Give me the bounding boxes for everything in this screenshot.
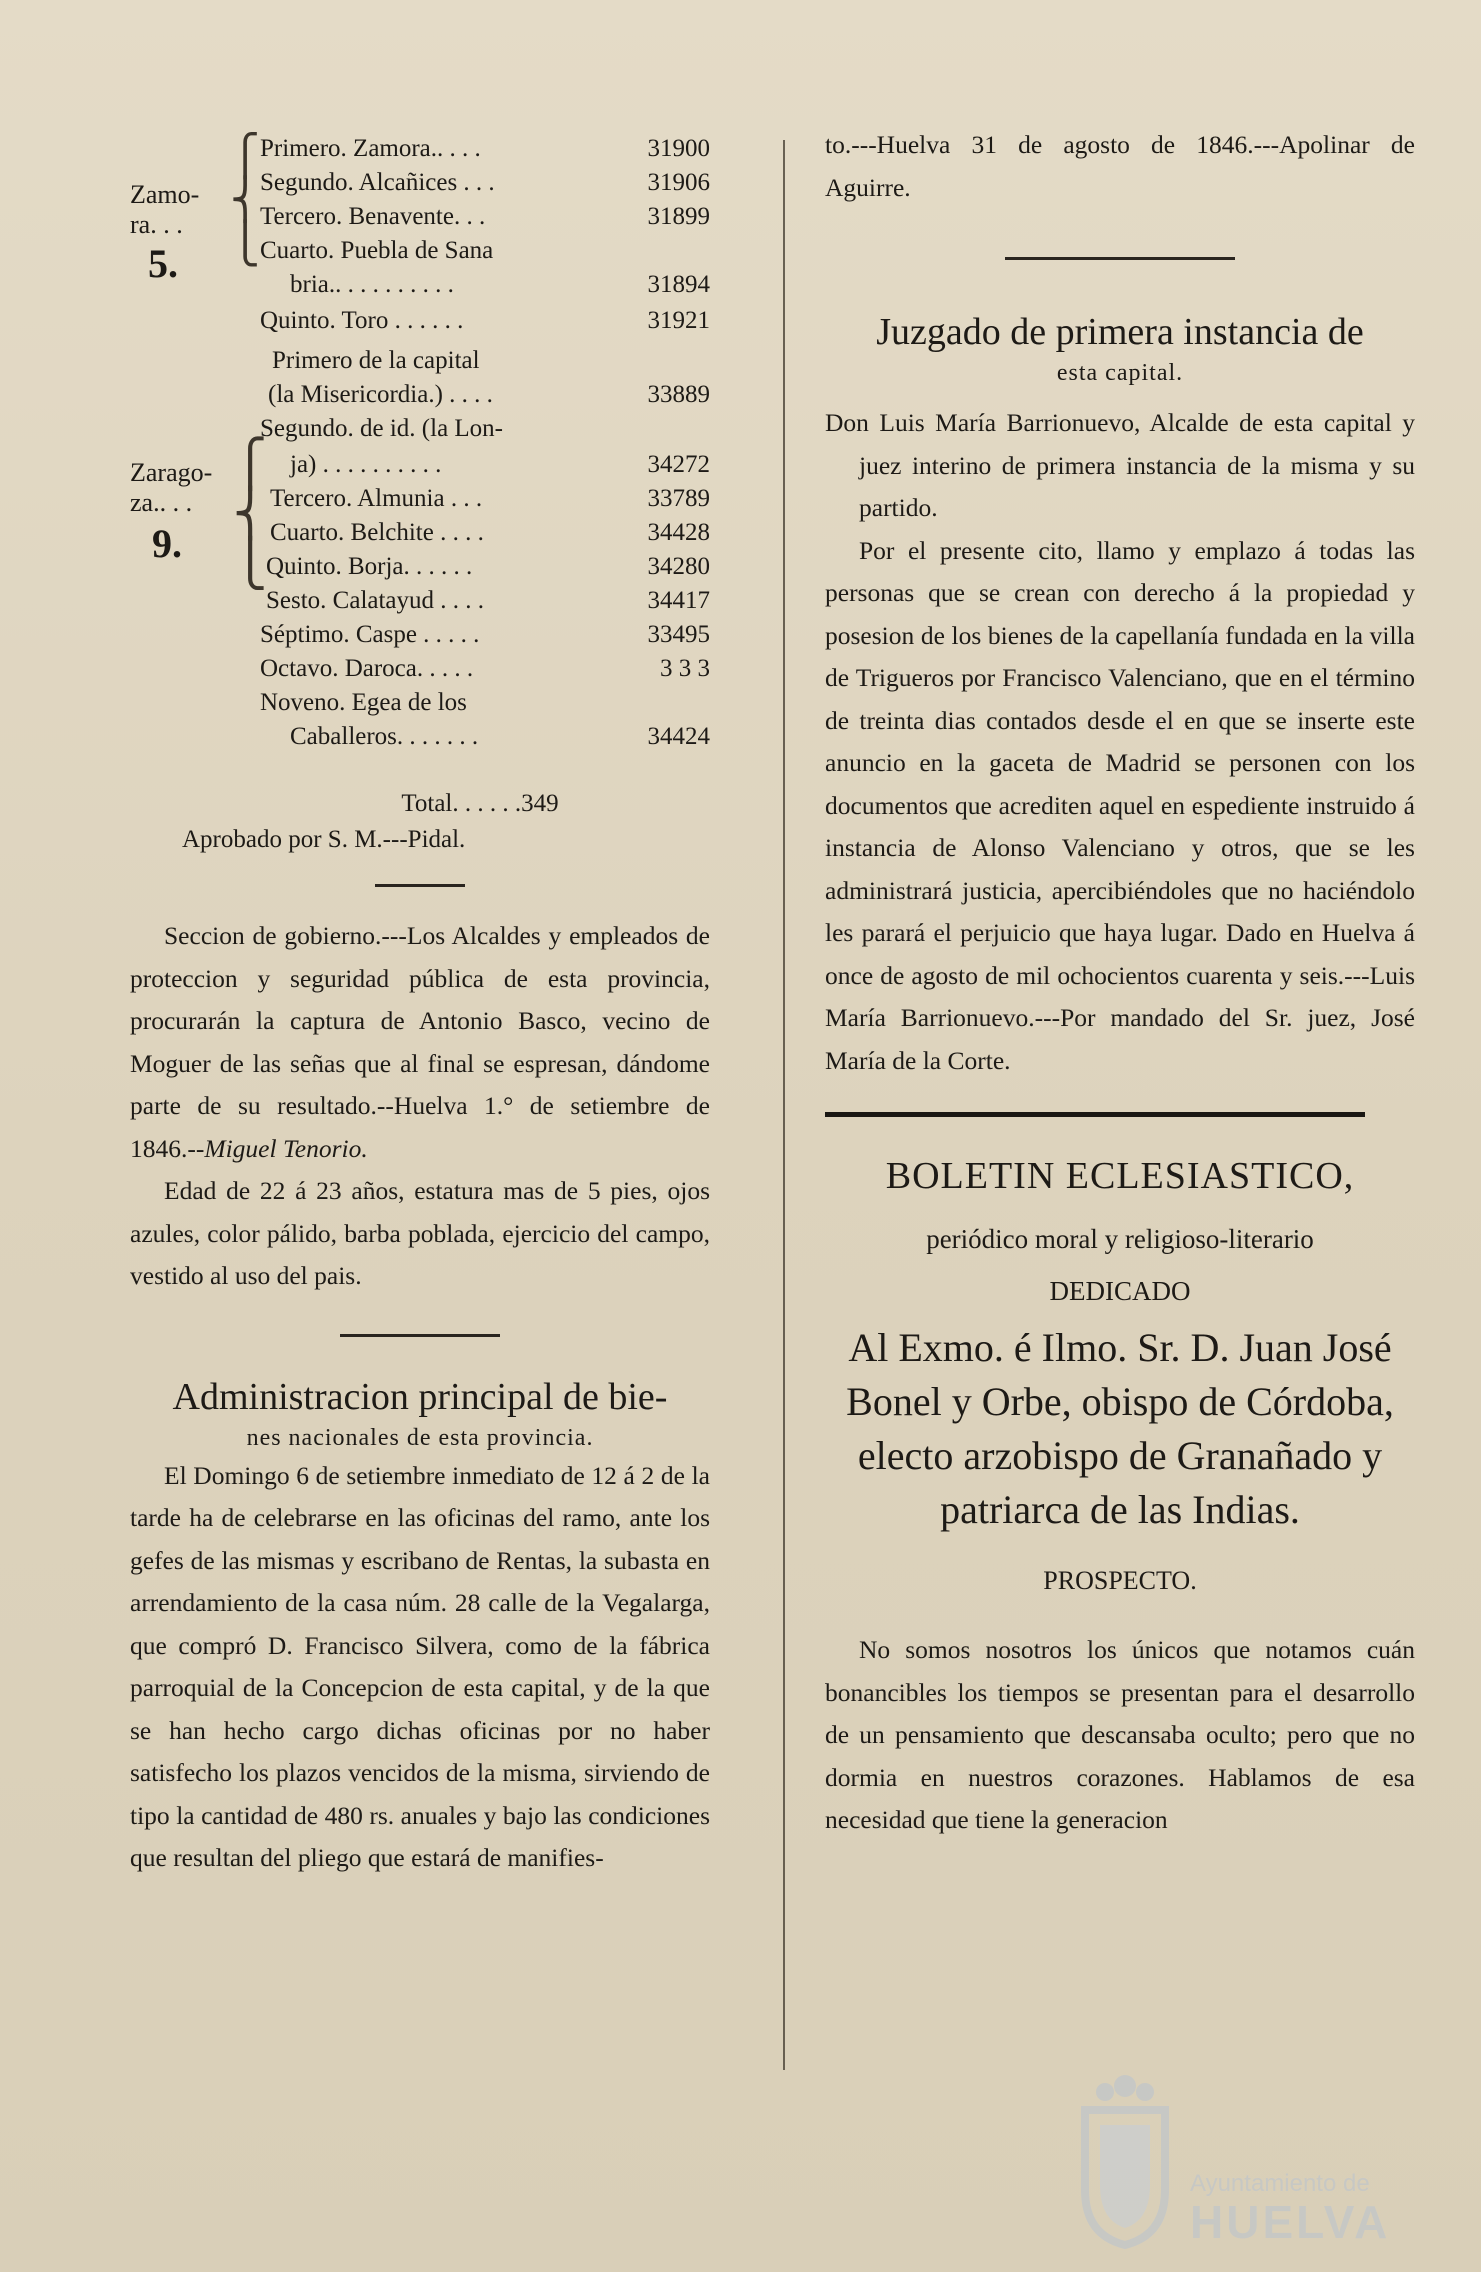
separator-rule <box>375 884 465 887</box>
district-row: Segundo. Alcañices . . . 31906 <box>260 169 710 196</box>
district-row: Cuarto. Belchite . . . . 34428 <box>270 519 710 546</box>
district-row: Cuarto. Puebla de Sana <box>260 237 494 264</box>
district-table <box>130 128 710 788</box>
prospecto-heading: PROSPECTO. <box>1043 1566 1197 1595</box>
district-row: (la Misericordia.) . . . . 33889 <box>268 381 710 408</box>
district-row: Noveno. Egea de los <box>260 689 467 716</box>
dedicado-label: DEDICADO <box>1049 1276 1191 1306</box>
brace-zaragoza: ⎧ ⎨ ⎩ <box>233 436 268 590</box>
district-row: Caballeros. . . . . . . 34424 <box>290 723 710 750</box>
district-row: ja) . . . . . . . . . . 34272 <box>290 451 710 478</box>
coat-of-arms-icon <box>1070 2070 1180 2250</box>
juzgado-subheading: esta capital. <box>1056 360 1184 386</box>
district-row: Quinto. Borja. . . . . . 34280 <box>266 553 710 580</box>
approval-line: Aprobado por S. M.---Pidal. <box>182 826 466 853</box>
separator-rule <box>340 1334 500 1337</box>
province-zamora-number: 5. <box>148 241 178 286</box>
watermark-line2: HUELVA <box>1190 2196 1391 2248</box>
district-total: Total. . . . . .349 <box>401 790 559 817</box>
district-row: Primero. Zamora.. . . . 31900 <box>260 135 710 162</box>
province-zaragoza-number: 9. <box>152 521 182 566</box>
district-row: Sesto. Calatayud . . . . 34417 <box>266 587 710 614</box>
dedicatee: Al Exmo. é Ilmo. Sr. D. Juan José Bonel y Orbe, obispo de Córdoba, electo arzobispo de Granañado y patriarca de las Indias. <box>846 1325 1394 1532</box>
brace-zamora: ⎧ ⎨ ⎩ <box>230 133 260 267</box>
separator-rule <box>825 1112 1365 1117</box>
district-row: Tercero. Almunia . . . 33789 <box>270 485 710 512</box>
admin-body: El Domingo 6 de setiembre inmediato de 12 á 2 de la tarde ha de celebrarse en las oficinas del ramo, ante los gefes de las mismas y escribano de Rentas, la subasta en arrendamiento de la casa núm. 28 calle de la Vegalarga, que compró D. Francisco Silvera, como de la fábrica parroquial de la Concepcion de esta capital, y de la que se han hecho cargo dichas oficinas por no haber satisfecho los plazos vencidos de la misma, sirviendo de tipo la cantidad de 480 rs. anuales y bajo las condiciones que resultan del pliego que estará de manifies- <box>130 1460 710 1872</box>
continuation-text: to.---Huelva 31 de agosto de 1846.---Apolinar de Aguirre. <box>825 130 1415 202</box>
province-zaragoza: Zarago- za.. . . <box>130 458 213 517</box>
district-row: Quinto. Toro . . . . . . 31921 <box>260 307 710 334</box>
seccion-gobierno-notice: Seccion de gobierno.---Los Alcaldes y empleados de proteccion y seguridad pública de esta provincia, procurarán la captura de Antonio Basco, vecino de Moguer de las señas que al final se espresan, dándome parte de su resultado.--Huelva 1.° de setiembre de 1846.--Miguel Tenorio. <box>130 921 710 1163</box>
juzgado-heading: Juzgado de primera instancia de <box>876 311 1364 353</box>
district-row: Tercero. Benavente. . . 31899 <box>260 203 710 230</box>
watermark-line1: Ayuntamiento de <box>1190 2170 1370 2197</box>
separator-rule <box>1005 257 1235 260</box>
description-notice: Edad de 22 á 23 años, estatura mas de 5 pies, ojos azules, color pálido, barba poblada, ejercicio del campo, vestido al uso del pais. <box>130 1176 710 1290</box>
admin-subheading: nes nacionales de esta provincia. <box>246 1424 594 1451</box>
district-row: Octavo. Daroca. . . . . 3 3 3 <box>260 655 710 682</box>
left-column <box>130 128 710 1880</box>
admin-heading: Administracion principal de bie- <box>172 1375 668 1418</box>
district-row: Primero de la capital <box>272 347 480 374</box>
juzgado-body: Por el presente cito, llamo y emplazo á todas las personas que se crean con derecho á la propiedad y posesion de los bienes de la capellanía fundada en la villa de Trigueros por Francisco Valenciano, que en el término de treinta dias contados desde el en que se inserte este anuncio en la gaceta de Madrid se personen con los documentos que acrediten aquel en espediente instruido á instancia de Alonso Valenciano y otros, que se les administrará justicia, apercibiéndoles que no haciéndolo les parará el perjuicio que haya lugar. Dado en Huelva á once de agosto de mil ochocientos cuarenta y seis.---Luis María Barrionuevo.---Por mandado del Sr. juez, José María de la Corte. <box>825 535 1415 1075</box>
district-row: Séptimo. Caspe . . . . . 33495 <box>260 621 710 648</box>
watermark <box>1040 2060 1420 2260</box>
district-row: Segundo. de id. (la Lon- <box>260 415 504 442</box>
right-column <box>825 128 1415 1842</box>
province-zamora: Zamo- ra. . . <box>130 180 200 239</box>
juzgado-intro: Don Luis María Barrionuevo, Alcalde de esta capital y juez interino de primera instancia de la misma y su partido. <box>825 408 1415 522</box>
prospecto-body: No somos nosotros los únicos que notamos cuán bonancibles los tiempos se presentan para el desarrollo de un pensamiento que descansaba oculto; pero que no dormia en nuestros corazones. Hablamos de esa necesidad que tiene la generacion <box>825 1635 1415 1834</box>
boletin-subheading: periódico moral y religioso-literario <box>926 1224 1314 1254</box>
boletin-heading: BOLETIN ECLESIASTICO, <box>885 1155 1355 1197</box>
column-divider <box>783 140 785 2070</box>
district-row: bria.. . . . . . . . . . 31894 <box>290 271 710 298</box>
